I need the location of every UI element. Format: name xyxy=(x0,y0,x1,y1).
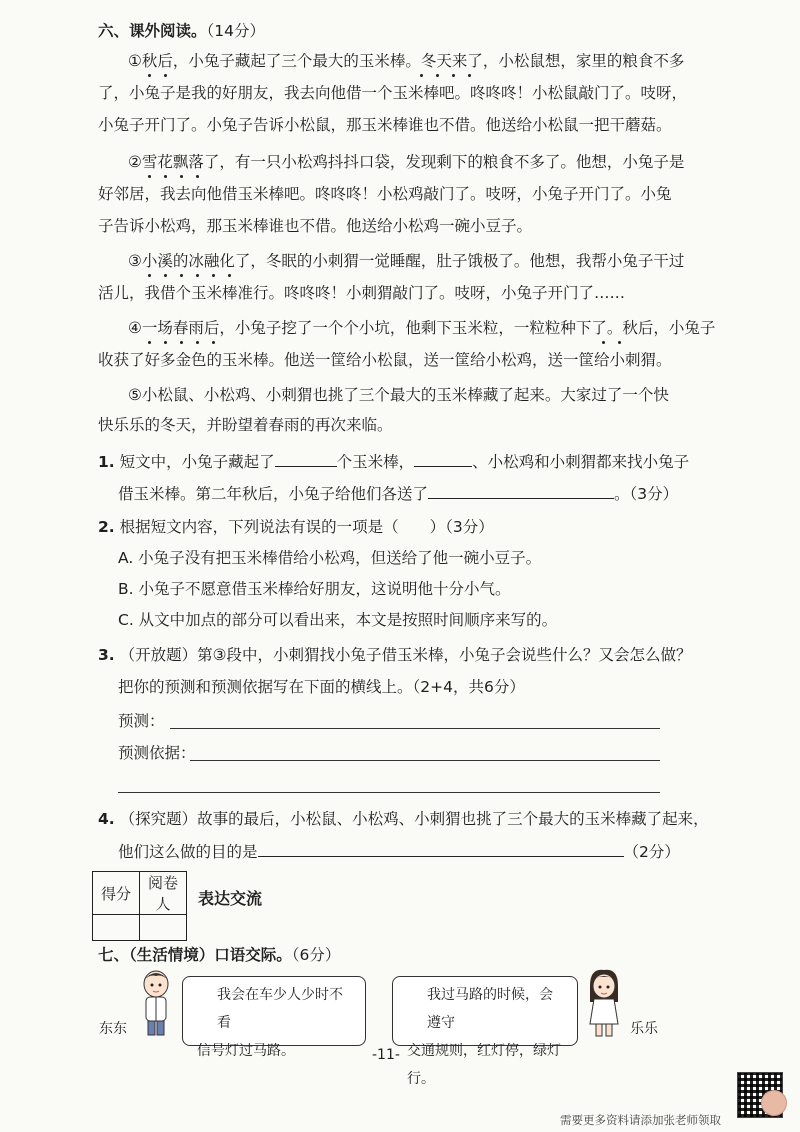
question-2-option-b: B. 小兔子不愿意借玉米棒给好朋友，这说明他十分小气。 xyxy=(118,580,511,598)
emphasis-dot xyxy=(164,341,167,344)
expression-section-title: 表达交流 xyxy=(198,889,263,908)
emphasis-dot xyxy=(180,175,183,178)
emphasis-dot xyxy=(212,341,215,344)
emphasis-dot xyxy=(212,274,215,277)
right-speech-bubble xyxy=(392,976,578,1087)
question-4-line1 xyxy=(98,808,709,830)
passage-p3-line2: 活儿，我借个玉米棒准行。咚咚咚！小刺猬敲门了。吱呀，小兔子开门了…… xyxy=(98,284,626,302)
question-4-number: 4. xyxy=(98,810,115,828)
girl-illustration xyxy=(582,968,626,1038)
passage-p5-line1: ⑤小松鼠、小松鸡、小刺猬也挑了三个最大的玉米棒藏了起来。大家过了一个快 xyxy=(128,386,669,404)
question-4-text: （探究题）故事的最后，小松鼠、小松鸡、小刺猬也挑了三个最大的玉米棒藏了起来， xyxy=(119,810,709,828)
score-box xyxy=(92,871,187,941)
emphasis-dot xyxy=(436,74,439,77)
section-6-title: 六、课外阅读。 xyxy=(98,22,207,40)
passage-p2-line2: 好邻居，我去向他借玉米棒吧。咚咚咚！小松鸡敲门了。吱呀，小兔子开门了。小兔 xyxy=(98,185,672,203)
score-cell[interactable] xyxy=(93,915,140,941)
page-number: -11- xyxy=(372,1047,400,1063)
emphasis-dot xyxy=(618,341,621,344)
left-bubble-line1: 我会在车少人少时不看 xyxy=(217,987,343,1031)
emphasis-dot xyxy=(148,341,151,344)
question-1-text-b: 个玉米棒， xyxy=(336,453,415,471)
question-2-option-c: C. 从文中加点的部分可以看出来，本文是按照时间顺序来写的。 xyxy=(118,611,558,629)
question-1-line2 xyxy=(118,482,678,505)
passage-p3-line1: ③小溪的冰融化了，冬眠的小刺猬一觉睡醒，肚子饿极了。他想，我帮小兔子干过 xyxy=(128,252,685,270)
emphasis-dot xyxy=(180,341,183,344)
question-4-text-a: 他们这么做的目的是 xyxy=(118,843,258,861)
question-4-line2 xyxy=(118,840,680,863)
passage-p1-line1: ①秋后，小兔子藏起了三个最大的玉米棒。冬天来了，小松鼠想，家里的粮食不多 xyxy=(128,52,685,70)
emphasis-dot xyxy=(148,274,151,277)
passage-p4-line1: ④一场春雨后，小兔子挖了一个个小坑，他剩下玉米粒，一粒粒种下了。秋后，小兔子 xyxy=(128,319,716,337)
predict-basis-label: 预测依据： xyxy=(118,744,196,762)
question-3-line2: 把你的预测和预测依据写在下面的横线上。（2+4，共6分） xyxy=(118,678,525,696)
emphasis-dot xyxy=(164,274,167,277)
avatar xyxy=(761,1090,787,1116)
emphasis-dot xyxy=(164,74,167,77)
passage-p2-line1: ②雪花飘落了，有一只小松鸡抖抖口袋，发现剩下的粮食不多了。他想，小兔子是 xyxy=(128,153,685,171)
emphasis-dot xyxy=(468,74,471,77)
passage-p4-line2: 收获了好多金色的玉米棒。他送一筐给小松鼠，送一筐给小松鸡，送一筐给小刺猬。 xyxy=(98,351,672,369)
left-bubble-line2: 信号灯过马路。 xyxy=(197,1043,295,1059)
section-7-heading xyxy=(98,944,340,966)
left-character-name: 东东 xyxy=(99,1021,127,1037)
footer-note: 需要更多资料请添加张老师领取 xyxy=(560,1113,721,1127)
question-3-text: （开放题）第③段中，小刺猬找小兔子借玉米棒，小兔子会说些什么？又会怎么做？ xyxy=(119,646,692,664)
grader-cell[interactable] xyxy=(140,915,187,941)
section-6-score: （14分） xyxy=(206,22,265,40)
emphasis-dot xyxy=(148,74,151,77)
section-7-title: 七、（生活情境）口语交际。 xyxy=(98,946,292,964)
question-1-text-a: 短文中，小兔子藏起了 xyxy=(119,453,275,471)
emphasis-dot xyxy=(602,341,605,344)
question-2-text: 根据短文内容，下列说法有误的一项是（ ）（3分） xyxy=(119,518,494,536)
question-1-text-c: 、小松鸡和小刺猬都来找小兔子 xyxy=(472,453,690,471)
basis-answer-line-2[interactable] xyxy=(118,792,660,793)
boy-illustration xyxy=(134,968,178,1038)
emphasis-dot xyxy=(420,74,423,77)
question-1-text-e: 。（3分） xyxy=(614,485,679,503)
answer-blank-purpose[interactable] xyxy=(258,840,624,857)
section-7-score: （6分） xyxy=(291,946,341,964)
passage-p5-line2: 快乐乐的冬天，并盼望着春雨的再次来临。 xyxy=(98,416,393,434)
score-header: 得分 xyxy=(93,872,140,915)
basis-answer-line-1[interactable] xyxy=(190,760,660,761)
emphasis-dot xyxy=(148,175,151,178)
grader-header: 阅卷人 xyxy=(140,872,187,915)
answer-blank-animal[interactable] xyxy=(414,450,472,467)
section-6-heading xyxy=(98,20,265,42)
question-2-option-a: A. 小兔子没有把玉米棒借给小松鸡，但送给了他一碗小豆子。 xyxy=(118,549,542,567)
question-3-number: 3. xyxy=(98,646,115,664)
question-2-number: 2. xyxy=(98,518,115,536)
question-1-line1 xyxy=(98,450,689,473)
emphasis-dot xyxy=(452,74,455,77)
emphasis-dot xyxy=(180,274,183,277)
emphasis-dot xyxy=(228,274,231,277)
emphasis-dot xyxy=(196,341,199,344)
left-speech-bubble xyxy=(182,976,366,1059)
emphasis-dot xyxy=(164,175,167,178)
right-character-name: 乐乐 xyxy=(630,1021,658,1037)
passage-p1-line2: 了，小兔子是我的好朋友，我去向他借一个玉米棒吧。咚咚咚！小松鼠敲门了。吱呀， xyxy=(98,84,688,102)
question-2-stem xyxy=(98,516,494,538)
passage-p2-line3: 子告诉小松鸡，那玉米棒谁也不借。他送给小松鸡一碗小豆子。 xyxy=(98,217,533,235)
emphasis-dot xyxy=(196,175,199,178)
right-bubble-line2: 交通规则，红灯停，绿灯行。 xyxy=(407,1043,561,1087)
question-1-number: 1. xyxy=(98,453,115,471)
answer-blank-count[interactable] xyxy=(275,450,337,467)
question-1-text-d: 借玉米棒。第二年秋后，小兔子给他们各送了 xyxy=(118,485,429,503)
answer-blank-gift[interactable] xyxy=(428,482,614,499)
right-bubble-line1: 我过马路的时候，会遵守 xyxy=(427,987,553,1031)
passage-p1-line3: 小兔子开门了。小兔子告诉小松鼠，那玉米棒谁也不借。他送给小松鼠一把干蘑菇。 xyxy=(98,116,672,134)
predict-label: 预测： xyxy=(118,712,165,730)
question-4-score: （2分） xyxy=(623,843,680,861)
question-3-line1 xyxy=(98,644,692,666)
emphasis-dot xyxy=(196,274,199,277)
predict-answer-line[interactable] xyxy=(170,728,660,729)
